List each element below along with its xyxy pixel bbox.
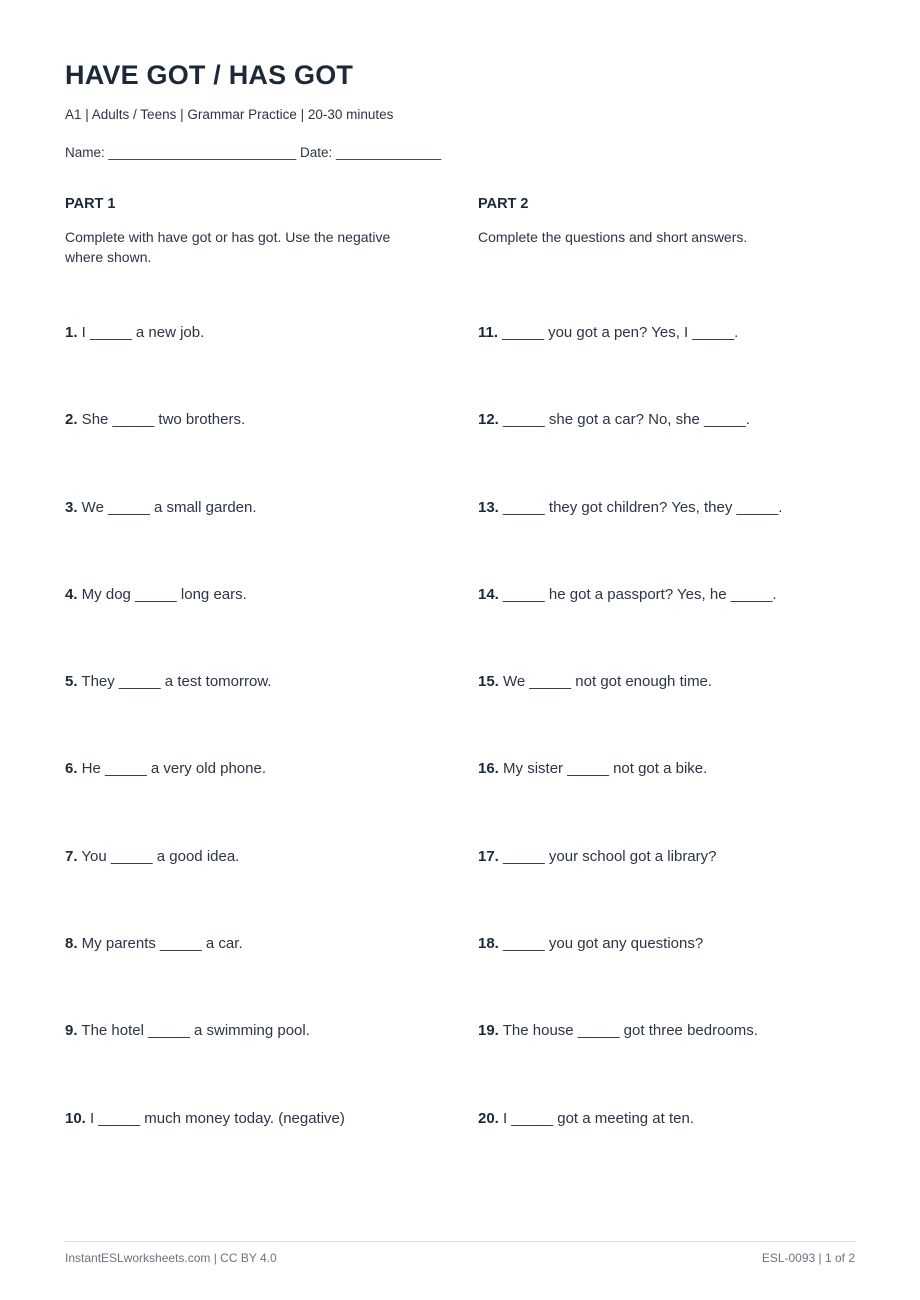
exercise-item [65,497,465,584]
exercise-number: 10. [65,1109,86,1127]
part1-header-block [65,196,425,267]
part1-heading: PART 1 [65,196,116,212]
part2-instructions: Complete the questions and short answers. [478,229,748,245]
exercise-number: 1. [65,324,78,341]
exercise-item [478,1020,878,1107]
footer-credit: InstantESLworksheets.com | CC BY 4.0 [65,1251,277,1265]
exercise-item [65,846,465,933]
part1-exercise-list [65,322,465,1195]
exercise-text: I _____ got a meeting at ten. [498,1109,694,1127]
exercise-item [478,933,878,1020]
exercise-number: 19. [478,1022,499,1040]
exercise-text: They _____ a test tomorrow. [77,673,272,691]
exercise-item [478,497,878,584]
exercise-number: 6. [65,760,78,778]
exercise-text: _____ they got children? Yes, they _____. [498,498,783,516]
exercise-text: _____ your school got a library? [498,847,717,865]
exercise-text: _____ you got a pen? Yes, I _____. [498,324,739,341]
exercise-item [65,322,465,409]
page-footer [65,1241,855,1265]
exercise-number: 11. [478,324,499,341]
exercise-number: 3. [65,498,78,516]
exercise-item [65,933,465,1020]
exercise-text: You _____ a good idea. [77,847,240,865]
exercise-item [65,584,465,671]
exercise-text: _____ he got a passport? Yes, he _____. [498,585,777,603]
exercise-number: 16. [478,760,499,778]
worksheet-subtitle: A1 | Adults / Teens | Grammar Practice | 20-30 minutes [65,107,394,122]
exercise-item [478,322,878,409]
exercise-text: He _____ a very old phone. [77,760,266,778]
exercise-text: I _____ a new job. [77,324,205,341]
part2-heading: PART 2 [478,196,529,212]
worksheet-title: HAVE GOT / HAS GOT [65,60,354,90]
exercise-number: 9. [65,1022,78,1040]
worksheet-page [65,0,855,1300]
part2-exercise-list [478,322,878,1195]
exercise-number: 7. [65,847,78,865]
exercise-number: 14. [478,585,499,603]
exercise-number: 4. [65,585,78,603]
exercise-text: My sister _____ not got a bike. [498,760,708,778]
exercise-number: 8. [65,935,78,953]
exercise-text: We _____ a small garden. [77,498,257,516]
exercise-item [478,846,878,933]
exercise-number: 17. [478,847,499,865]
exercise-number: 20. [478,1109,499,1127]
exercise-text: _____ you got any questions? [498,935,704,953]
exercise-item [478,671,878,758]
exercise-number: 13. [478,498,499,516]
exercise-number: 5. [65,673,78,691]
exercise-item [478,1108,878,1195]
exercise-item [65,1020,465,1107]
part2-header-block [478,196,838,247]
exercise-text: The house _____ got three bedrooms. [498,1022,758,1040]
exercise-item [478,409,878,496]
exercise-text: We _____ not got enough time. [498,673,713,691]
part1-instructions: Complete with have got or has got. Use the negative where shown. [65,229,391,265]
exercise-text: My parents _____ a car. [77,935,243,953]
exercise-number: 12. [478,411,499,429]
exercise-item [65,1108,465,1195]
exercise-text: I _____ much money today. (negative) [85,1109,345,1127]
exercise-item [65,758,465,845]
footer-page-number: ESL-0093 | 1 of 2 [761,1251,855,1265]
exercise-number: 15. [478,673,499,691]
exercise-text: The hotel _____ a swimming pool. [77,1022,310,1040]
exercise-item [65,671,465,758]
exercise-text: _____ she got a car? No, she _____. [498,411,750,429]
exercise-item [65,409,465,496]
exercise-text: My dog _____ long ears. [77,585,247,603]
exercise-number: 2. [65,411,78,429]
exercise-item [478,758,878,845]
exercise-item [478,584,878,671]
name-date-line: Name: _________________________ Date: ______________ [65,145,442,160]
exercise-text: She _____ two brothers. [77,411,246,429]
exercise-number: 18. [478,935,499,953]
